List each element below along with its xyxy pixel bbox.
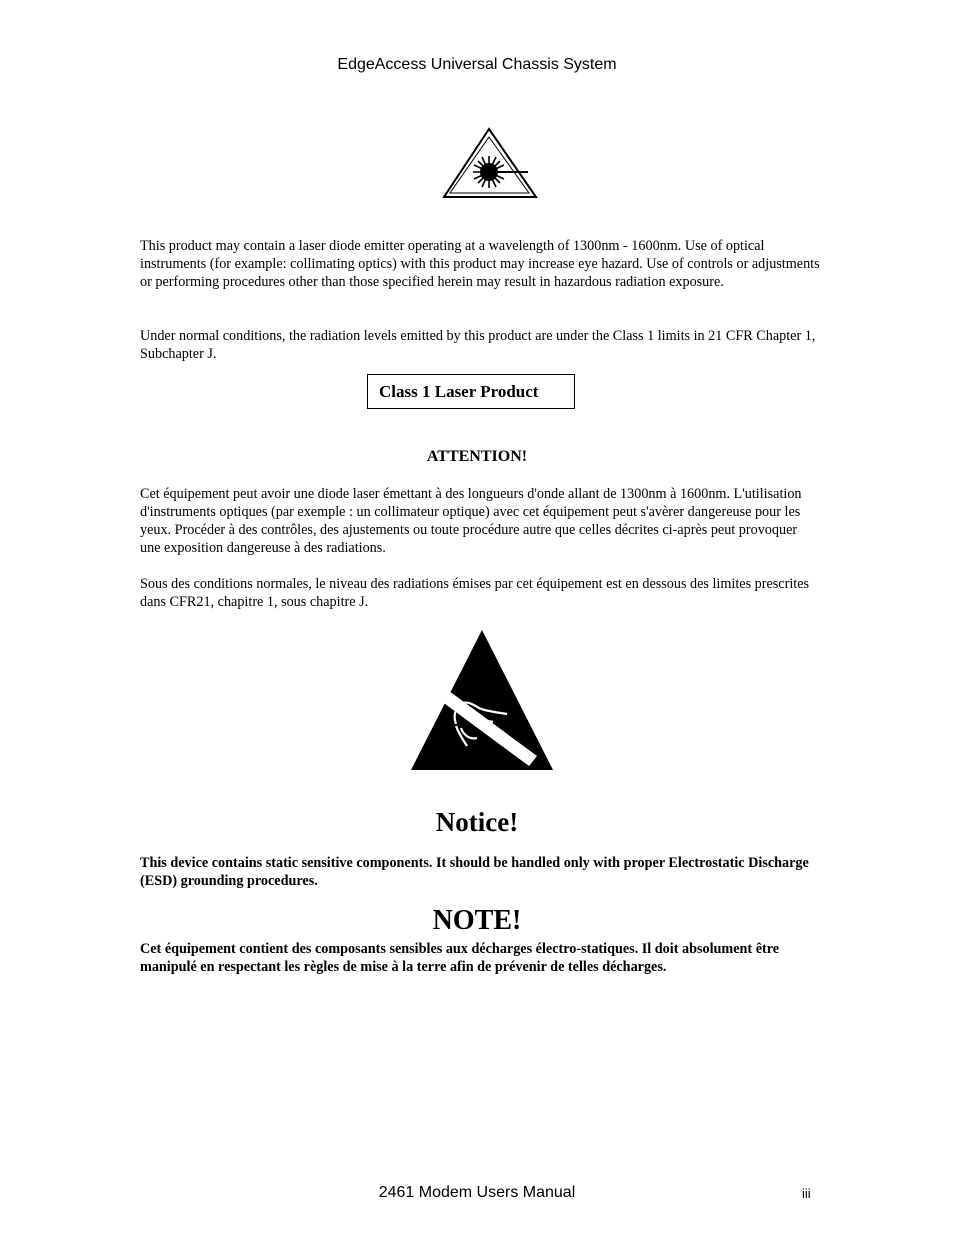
notice-heading: Notice! xyxy=(435,807,519,837)
note-heading: NOTE! xyxy=(432,905,522,936)
attention-heading: ATTENTION! xyxy=(426,448,528,465)
laser-warning-icon xyxy=(442,127,538,199)
laser-paragraph-french: Cet équipement peut avoir une diode laser émettant à des longueurs d'onde allant de 1300nm à 1600nm. L'utilisation d'instruments optiques (par exemple : un collimateur optique) avec cet équipement peut s'avèrer dangereuse pour les yeux. Procéder à des contrôles, des ajustements ou toute procédure autre que celles décrites ci-après peut provoquer une exposition dangereuse à des radiations. xyxy=(140,486,802,556)
footer-title: 2461 Modem Users Manual xyxy=(378,1184,576,1201)
note-text: Cet équipement contient des composants sensibles aux décharges électro-statiques. Il doit absolument être manipulé en respectant les règles de mise à la terre afin de prévenir de telles décharges. xyxy=(140,941,780,975)
page-number: iii xyxy=(802,1186,811,1201)
class-1-laser-label: Class 1 Laser Product xyxy=(367,374,575,409)
notice-text: This device contains static sensitive components. It should be handled only with proper Electrostatic Discharge (ESD) grounding procedures. xyxy=(140,855,809,889)
esd-warning-icon xyxy=(409,628,555,772)
page-header: EdgeAccess Universal Chassis System xyxy=(337,56,617,73)
radiation-paragraph-english: Under normal conditions, the radiation levels emitted by this product are under the Class 1 limits in 21 CFR Chapter 1, Subchapter J. xyxy=(140,328,816,362)
radiation-paragraph-french: Sous des conditions normales, le niveau des radiations émises par cet équipement est en dessous des limites prescrites dans CFR21, chapitre 1, sous chapitre J. xyxy=(140,576,810,610)
laser-paragraph-english: This product may contain a laser diode emitter operating at a wavelength of 1300nm - 1600nm. Use of optical instruments (for example: collimating optics) with this product may increase eye hazard. Use of controls or adjustments or performing procedures other than those specified herein may result in hazardous radiation exposure. xyxy=(140,238,820,290)
